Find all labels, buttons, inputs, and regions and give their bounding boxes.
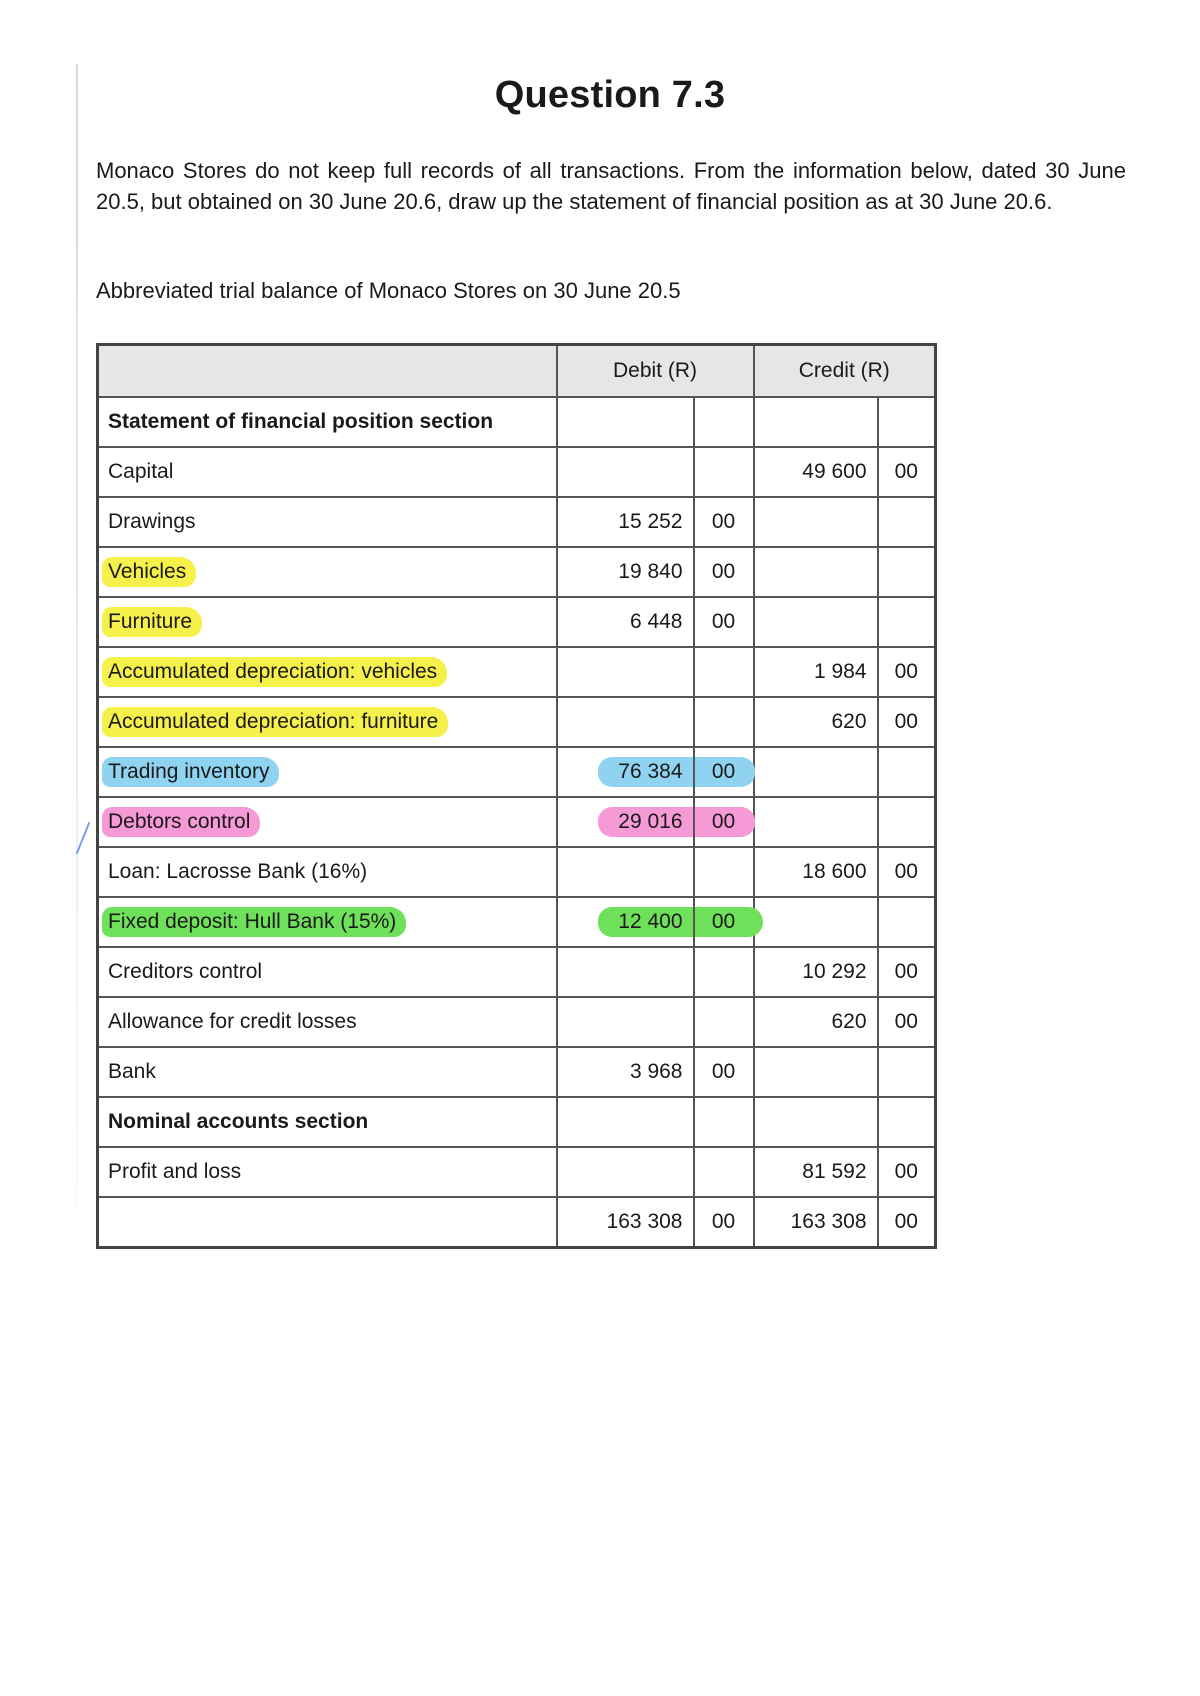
account-name-cell [98, 547, 557, 597]
debit-amount-cell [557, 797, 694, 847]
debit-amount-cell [557, 697, 694, 747]
account-name-cell [98, 697, 557, 747]
account-name: Vehicles [102, 557, 196, 587]
cents-value: 00 [894, 460, 918, 483]
cents-value: 00 [711, 810, 736, 833]
credit-cents-cell [878, 397, 936, 447]
debit-cents-cell [694, 747, 754, 797]
credit-column-header: Credit (R) [754, 345, 936, 398]
amount-value: 49 600 [802, 460, 867, 483]
credit-cents-cell [878, 1047, 936, 1097]
amount-value: 163 308 [790, 1210, 867, 1233]
debit-amount-cell [557, 1097, 694, 1147]
cents-value: 00 [894, 1210, 918, 1233]
question-intro: Monaco Stores do not keep full records of all transactions. From the information below, dated 30 June 20.5, but obtained on 30 June 20.6, draw up the statement of financial position as at 30 June 20.6. [96, 158, 1126, 214]
debit-amount-cell [557, 647, 694, 697]
debit-cents-cell [694, 1097, 754, 1147]
cents-value: 00 [894, 660, 918, 683]
credit-amount-cell [754, 947, 878, 997]
cents-value: 00 [894, 960, 918, 983]
amount-value: 12 400 [618, 910, 683, 933]
credit-amount-cell [754, 697, 878, 747]
account-name-cell [98, 597, 557, 647]
section-label [98, 1097, 557, 1147]
cents-value: 00 [711, 1060, 736, 1083]
amount-value: 29 016 [618, 810, 683, 833]
table-row [98, 497, 936, 547]
debit-amount-cell [557, 997, 694, 1047]
debit-amount-cell [557, 1047, 694, 1097]
credit-cents-cell [878, 947, 936, 997]
amount-value: 10 292 [802, 960, 867, 983]
account-name-cell [98, 747, 557, 797]
trial-balance-table-wrapper [96, 343, 934, 1249]
debit-cents-cell [694, 997, 754, 1047]
debit-amount-cell [557, 497, 694, 547]
amount-value: 163 308 [606, 1210, 683, 1233]
credit-amount-cell [754, 997, 878, 1047]
debit-cents-cell [694, 647, 754, 697]
debit-cents-cell [694, 1147, 754, 1197]
cents-value: 00 [711, 760, 736, 783]
debit-amount-cell [557, 897, 694, 947]
account-name: Loan: Lacrosse Bank (16%) [108, 860, 368, 883]
account-name: Creditors control [108, 960, 263, 983]
debit-cents-cell [694, 497, 754, 547]
debit-cents-cell [694, 447, 754, 497]
account-name-cell [98, 997, 557, 1047]
account-name-cell [98, 947, 557, 997]
account-name: Drawings [108, 510, 196, 533]
account-name: Accumulated depreciation: vehicles [102, 657, 447, 687]
credit-amount-cell [754, 647, 878, 697]
amount-value: 3 968 [629, 1060, 683, 1083]
credit-amount-cell [754, 797, 878, 847]
credit-amount-cell [754, 747, 878, 797]
cents-value: 00 [894, 860, 918, 883]
amount-value: 15 252 [618, 510, 683, 533]
table-row [98, 1047, 936, 1097]
scan-edge [76, 64, 78, 1314]
credit-amount-cell [754, 1197, 878, 1248]
debit-cents-cell [694, 947, 754, 997]
credit-cents-cell [878, 747, 936, 797]
credit-cents-cell [878, 697, 936, 747]
account-name-cell [98, 1147, 557, 1197]
account-name: Trading inventory [102, 757, 279, 787]
account-name-cell [98, 847, 557, 897]
table-row [98, 897, 936, 947]
cents-value: 00 [711, 510, 736, 533]
account-name-cell [98, 497, 557, 547]
cents-value: 00 [894, 1010, 918, 1033]
cents-value: 00 [711, 1210, 736, 1233]
amount-value: 6 448 [629, 610, 683, 633]
credit-amount-cell [754, 597, 878, 647]
debit-cents-cell [694, 1047, 754, 1097]
trial-balance-heading: Abbreviated trial balance of Monaco Stores on 30 June 20.5 [96, 278, 681, 303]
table-header-row [98, 345, 936, 398]
credit-amount-cell [754, 847, 878, 897]
debit-amount-cell [557, 847, 694, 897]
debit-amount-cell [557, 447, 694, 497]
debit-amount-cell [557, 1147, 694, 1197]
debit-cents-cell [694, 1197, 754, 1248]
credit-cents-cell [878, 547, 936, 597]
account-name-cell [98, 1047, 557, 1097]
amount-value: 620 [831, 710, 867, 733]
debit-cents-cell [694, 797, 754, 847]
credit-cents-cell [878, 597, 936, 647]
cents-value: 00 [894, 710, 918, 733]
account-name-cell [98, 647, 557, 697]
debit-cents-cell [694, 697, 754, 747]
section-title: Statement of financial position section [108, 410, 494, 433]
cents-value: 00 [711, 910, 736, 933]
credit-amount-cell [754, 547, 878, 597]
credit-amount-cell [754, 1047, 878, 1097]
credit-cents-cell [878, 447, 936, 497]
account-name: Allowance for credit losses [108, 1010, 357, 1033]
trial-balance-table [96, 343, 937, 1249]
debit-cents-cell [694, 597, 754, 647]
credit-amount-cell [754, 1097, 878, 1147]
credit-amount-cell [754, 397, 878, 447]
amount-value: 81 592 [802, 1160, 867, 1183]
table-row [98, 447, 936, 497]
page-title: Question 7.3 [494, 74, 726, 116]
credit-amount-cell [754, 447, 878, 497]
table-row [98, 1147, 936, 1197]
cents-value: 00 [711, 560, 736, 583]
credit-cents-cell [878, 897, 936, 947]
credit-cents-cell [878, 997, 936, 1047]
section-label [98, 397, 557, 447]
table-row [98, 797, 936, 847]
credit-amount-cell [754, 497, 878, 547]
account-name: Capital [108, 460, 174, 483]
account-name: Accumulated depreciation: furniture [102, 707, 448, 737]
amount-value: 1 984 [813, 660, 867, 683]
account-name-cell [98, 447, 557, 497]
credit-cents-cell [878, 1147, 936, 1197]
account-name: Fixed deposit: Hull Bank (15%) [102, 907, 406, 937]
account-name-cell [98, 1197, 557, 1248]
debit-cents-cell [694, 547, 754, 597]
table-row [98, 697, 936, 747]
account-name: Bank [108, 1060, 156, 1083]
cents-value: 00 [894, 1160, 918, 1183]
debit-column-header: Debit (R) [557, 345, 754, 398]
table-row [98, 847, 936, 897]
section-header-row [98, 397, 936, 447]
debit-amount-cell [557, 747, 694, 797]
table-row [98, 547, 936, 597]
table-row [98, 947, 936, 997]
amount-value: 18 600 [802, 860, 867, 883]
debit-amount-cell [557, 1197, 694, 1248]
cents-value: 00 [711, 610, 736, 633]
credit-cents-cell [878, 497, 936, 547]
credit-amount-cell [754, 1147, 878, 1197]
account-name-cell [98, 897, 557, 947]
debit-amount-cell [557, 597, 694, 647]
credit-cents-cell [878, 847, 936, 897]
amount-value: 620 [831, 1010, 867, 1033]
amount-value: 76 384 [618, 760, 683, 783]
credit-amount-cell [754, 897, 878, 947]
credit-cents-cell [878, 647, 936, 697]
debit-amount-cell [557, 947, 694, 997]
header-blank-cell [98, 345, 557, 398]
debit-amount-cell [557, 397, 694, 447]
table-row [98, 647, 936, 697]
table-row [98, 747, 936, 797]
section-header-row [98, 1097, 936, 1147]
trial-balance-body [98, 345, 936, 1248]
table-row [98, 597, 936, 647]
credit-cents-cell [878, 1097, 936, 1147]
credit-cents-cell [878, 797, 936, 847]
debit-cents-cell [694, 847, 754, 897]
credit-cents-cell [878, 1197, 936, 1248]
section-title: Nominal accounts section [108, 1110, 369, 1133]
account-name-cell [98, 797, 557, 847]
debit-cents-cell [694, 397, 754, 447]
amount-value: 19 840 [618, 560, 683, 583]
table-row [98, 997, 936, 1047]
account-name: Profit and loss [108, 1160, 242, 1183]
debit-amount-cell [557, 547, 694, 597]
account-name: Furniture [102, 607, 202, 637]
account-name: Debtors control [102, 807, 260, 837]
debit-cents-cell [694, 897, 754, 947]
totals-row [98, 1197, 936, 1248]
